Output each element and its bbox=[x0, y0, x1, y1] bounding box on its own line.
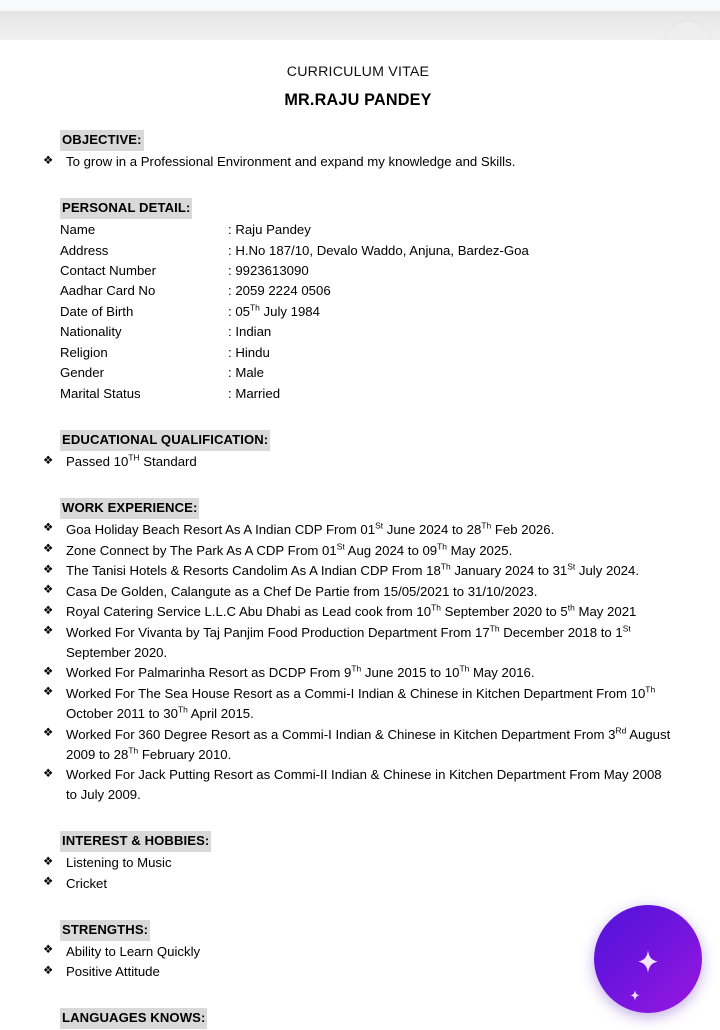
detail-label: Address bbox=[60, 242, 109, 258]
spacer bbox=[40, 176, 676, 198]
ordinal-suffix: Th bbox=[645, 684, 656, 695]
ordinal-suffix: Th bbox=[459, 664, 470, 675]
detail-label: Contact Number bbox=[60, 262, 157, 278]
ordinal-suffix: th bbox=[567, 602, 575, 613]
document-body bbox=[0, 40, 720, 1030]
ordinal-suffix: Th bbox=[128, 745, 139, 756]
detail-value: : 05Th July 1984 bbox=[228, 302, 320, 319]
section-heading-interest-hobbies: INTEREST & HOBBIES: bbox=[60, 831, 211, 852]
section-work-experience bbox=[40, 498, 676, 805]
list-item: ❖ Worked For Vivanta by Taj Panjim Food Production Department From 17Th December 2018 to 1St September 2020. bbox=[40, 623, 676, 663]
ordinal-suffix: Th bbox=[250, 302, 260, 313]
browser-top-strip bbox=[0, 0, 720, 11]
document-title: CURRICULUM VITAE bbox=[286, 64, 430, 80]
education-list bbox=[40, 452, 676, 472]
detail-value: : Hindu bbox=[228, 344, 270, 360]
detail-label: Date of Birth bbox=[60, 303, 134, 319]
list-item: ❖ Ability to Learn Quickly bbox=[40, 942, 676, 962]
section-objective bbox=[40, 130, 676, 172]
table-row bbox=[60, 384, 529, 404]
detail-value: : Indian bbox=[228, 324, 272, 340]
detail-value: : 2059 2224 0506 bbox=[228, 283, 331, 299]
table-row bbox=[60, 343, 529, 363]
list-item: ❖ Worked For 360 Degree Resort as a Commi-I Indian & Chinese in Kitchen Department From 3Rd August 2009 to 28Th February 2010. bbox=[40, 725, 676, 765]
candidate-name: MR.RAJU PANDEY bbox=[284, 90, 432, 109]
table-row bbox=[60, 281, 529, 301]
list-item: ❖ Positive Attitude bbox=[40, 962, 676, 982]
table-row bbox=[60, 261, 529, 281]
table-row bbox=[60, 363, 529, 383]
detail-value: : Married bbox=[228, 385, 281, 401]
section-educational-qualification bbox=[40, 430, 676, 472]
list-item: ❖ Goa Holiday Beach Resort As A Indian CDP From 01St June 2024 to 28Th Feb 2026. bbox=[40, 520, 676, 540]
section-heading-educational-qualification: EDUCATIONAL QUALIFICATION: bbox=[60, 430, 270, 451]
section-languages bbox=[40, 1008, 676, 1030]
document-page bbox=[0, 40, 720, 1026]
spacer bbox=[40, 986, 676, 1008]
ai-assistant-button[interactable] bbox=[594, 905, 702, 1013]
spacer bbox=[40, 408, 676, 430]
detail-value: : Raju Pandey bbox=[228, 222, 311, 238]
detail-value: : 9923613090 bbox=[228, 262, 309, 278]
detail-value: : H.No 187/10, Devalo Waddo, Anjuna, Bardez-Goa bbox=[228, 242, 529, 258]
section-heading-work-experience: WORK EXPERIENCE: bbox=[60, 498, 199, 519]
ordinal-suffix: St bbox=[375, 520, 384, 531]
work-experience-list bbox=[40, 520, 676, 805]
objective-list bbox=[40, 152, 676, 172]
section-heading-personal-detail: PERSONAL DETAIL: bbox=[60, 198, 192, 219]
sparkle-icon bbox=[631, 948, 665, 982]
ordinal-suffix: Th bbox=[481, 520, 492, 531]
list-item: ❖ Listening to Music bbox=[40, 853, 676, 873]
strengths-list bbox=[40, 942, 676, 983]
ordinal-suffix: Th bbox=[489, 623, 500, 634]
spacer bbox=[40, 809, 676, 831]
ordinal-suffix: St bbox=[622, 623, 631, 634]
list-item: ❖ Royal Catering Service L.L.C Abu Dhabi as Lead cook from 10Th September 2020 to 5th May 2021 bbox=[40, 602, 676, 622]
ordinal-suffix: Th bbox=[431, 602, 441, 613]
list-item: ❖ To grow in a Professional Environment and expand my knowledge and Skills. bbox=[40, 152, 676, 172]
table-row bbox=[60, 322, 529, 342]
detail-label: Nationality bbox=[60, 324, 122, 340]
viewer-toolbar-band bbox=[0, 11, 720, 40]
section-personal-detail bbox=[40, 198, 676, 404]
list-item: ❖ Worked For Jack Putting Resort as Commi-II Indian & Chinese in Kitchen Department From May 2008 to July 2009. bbox=[40, 765, 676, 805]
section-interest-hobbies bbox=[40, 831, 676, 894]
ordinal-suffix: Th bbox=[440, 561, 451, 572]
ordinal-suffix: Th bbox=[177, 704, 188, 715]
spacer bbox=[40, 476, 676, 498]
ordinal-suffix: Th bbox=[437, 541, 447, 552]
list-item: ❖ Cricket bbox=[40, 874, 676, 894]
detail-value: : Male bbox=[228, 365, 264, 381]
section-heading-strengths: STRENGTHS: bbox=[60, 920, 150, 941]
detail-label: Marital Status bbox=[60, 385, 141, 401]
section-heading-languages: LANGUAGES KNOWS: bbox=[60, 1008, 207, 1029]
table-row bbox=[60, 241, 529, 261]
section-heading-objective: OBJECTIVE: bbox=[60, 130, 144, 151]
list-item: ❖ Zone Connect by The Park As A CDP From 01St Aug 2024 to 09Th May 2025. bbox=[40, 541, 676, 561]
section-strengths bbox=[40, 920, 676, 983]
personal-detail-table bbox=[60, 220, 529, 404]
table-row bbox=[60, 220, 529, 240]
hobbies-list bbox=[40, 853, 676, 894]
spacer bbox=[40, 898, 676, 920]
list-item: ❖ Worked For The Sea House Resort as a Commi-I Indian & Chinese in Kitchen Department From 10Th October 2011 to 30Th April 2015. bbox=[40, 684, 676, 724]
list-item: ❖ Casa De Golden, Calangute as a Chef De Partie from 15/05/2021 to 31/10/2023. bbox=[40, 582, 676, 602]
ordinal-suffix: TH bbox=[128, 452, 140, 463]
list-item: ❖ Passed 10TH Standard bbox=[40, 452, 676, 472]
detail-label: Gender bbox=[60, 365, 104, 381]
list-item: ❖ The Tanisi Hotels & Resorts Candolim As A Indian CDP From 18Th January 2024 to 31St July 2024. bbox=[40, 561, 676, 581]
ordinal-suffix: St bbox=[567, 561, 576, 572]
ordinal-suffix: Th bbox=[351, 664, 362, 675]
ordinal-suffix: St bbox=[336, 541, 345, 552]
detail-label: Religion bbox=[60, 344, 108, 360]
sparkle-small-icon bbox=[627, 989, 643, 1005]
detail-label: Aadhar Card No bbox=[60, 283, 156, 299]
table-row bbox=[60, 302, 529, 322]
detail-label: Name bbox=[60, 222, 96, 238]
ordinal-suffix: Rd bbox=[615, 725, 627, 736]
list-item: ❖ Worked For Palmarinha Resort as DCDP From 9Th June 2015 to 10Th May 2016. bbox=[40, 663, 676, 683]
